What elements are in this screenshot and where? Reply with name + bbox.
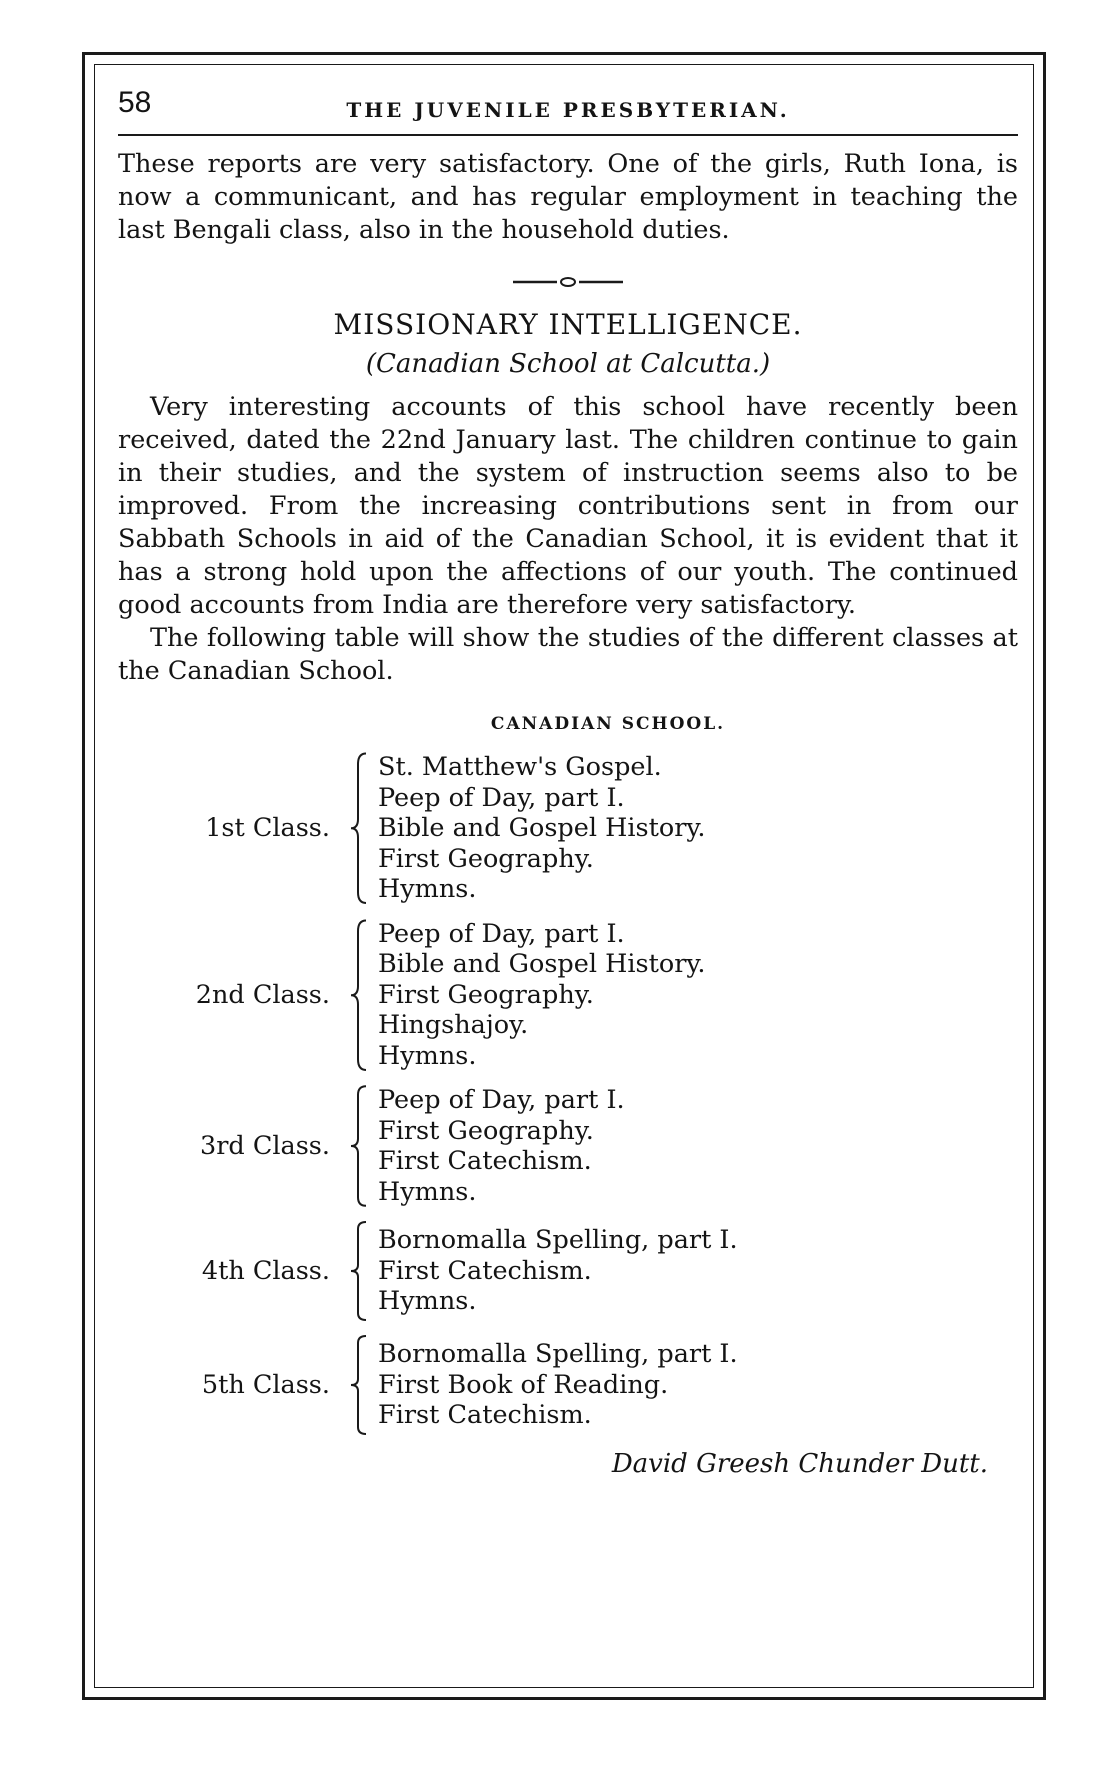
subject-item: Hingshajoy. — [378, 1010, 529, 1040]
subject-list — [378, 919, 706, 1072]
brace-icon — [348, 752, 370, 905]
subject-item: Peep of Day, part I. — [378, 918, 625, 949]
intro-paragraph: These reports are very satisfactory. One of the girls, Ruth Iona, is now a communicant, and has regular employment in teaching the last Bengali class, also in the household duties. — [118, 149, 1018, 245]
subject-item: Peep of Day, part I. — [378, 1085, 625, 1115]
subject-item: Hymns. — [378, 874, 477, 904]
class-label: 1st Class. — [205, 813, 330, 844]
subject-item: Bible and Gospel History. — [378, 813, 706, 843]
subject-item: First Geography. — [378, 979, 594, 1010]
subject-list — [378, 752, 706, 905]
section-title: MISSIONARY INTELLIGENCE. — [333, 308, 803, 341]
class-label: 3rd Class. — [200, 1131, 330, 1161]
section-subtitle: (Canadian School at Calcutta.) — [365, 349, 771, 379]
brace-icon — [348, 1221, 370, 1321]
class-label: 4th Class. — [201, 1256, 330, 1286]
subject-item: Hymns. — [378, 1040, 477, 1071]
brace-icon — [348, 1335, 370, 1435]
subject-item: First Catechism. — [378, 1255, 592, 1286]
signature: David Greesh Chunder Dutt. — [611, 1449, 988, 1479]
section-paragraph: Very interesting accounts of this school have recently been received, dated the 22nd January last. The children continue to gain in their studies, and the system of instruction seems also to be improved. From the increasing contributions sent in from our Sabbath Schools in aid of the Canadian School, it is evident that it has a strong hold upon the affections of our youth. The continued good accounts from India are therefore very satisfactory. — [118, 392, 1018, 620]
brace-icon — [348, 919, 370, 1072]
table-heading: CANADIAN SCHOOL. — [490, 714, 726, 734]
class-group — [118, 1085, 1018, 1207]
subject-item: Bornomalla Spelling, part I. — [378, 1339, 738, 1370]
brace-icon — [348, 1085, 370, 1207]
subject-item: First Geography. — [378, 1115, 594, 1146]
class-group — [118, 919, 1018, 1072]
subject-item: Hymns. — [378, 1176, 477, 1207]
class-label: 5th Class. — [201, 1370, 330, 1400]
running-head — [118, 78, 1018, 134]
header-rule — [118, 134, 1018, 136]
subject-list — [378, 1339, 738, 1431]
subject-item: Peep of Day, part I. — [378, 782, 625, 813]
class-group — [118, 1221, 1018, 1321]
subject-list — [378, 1225, 738, 1317]
subject-item: Bible and Gospel History. — [378, 949, 706, 979]
subject-list — [378, 1085, 625, 1207]
page-content — [118, 78, 1018, 1479]
subject-item: Bornomalla Spelling, part I. — [378, 1225, 738, 1256]
subject-item: First Geography. — [378, 843, 594, 874]
subject-item: Hymns. — [378, 1286, 477, 1317]
section-paragraph: The following table will show the studies of the different classes at the Canadian School. — [118, 623, 1018, 686]
subject-item: First Catechism. — [378, 1146, 592, 1176]
class-group — [118, 752, 1018, 905]
class-label: 2nd Class. — [195, 979, 330, 1010]
subject-item: St. Matthew's Gospel. — [378, 752, 662, 782]
page-number: 58 — [118, 86, 152, 119]
class-table — [118, 752, 1018, 1435]
journal-title: THE JUVENILE PRESBYTERIAN. — [346, 98, 790, 122]
subject-item: First Book of Reading. — [378, 1369, 669, 1400]
class-group — [118, 1335, 1018, 1435]
section-divider-ornament — [118, 273, 1018, 292]
subject-item: First Catechism. — [378, 1400, 592, 1431]
